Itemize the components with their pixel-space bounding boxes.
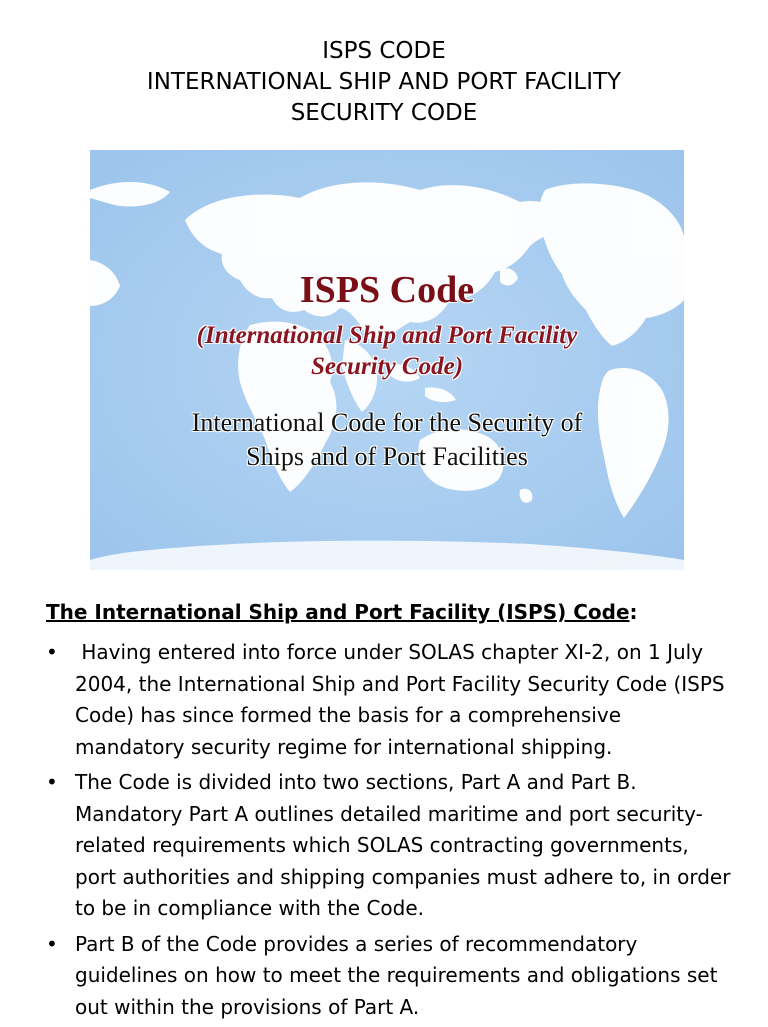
title-line-3: SECURITY CODE [290, 100, 478, 126]
page-title [0, 36, 768, 129]
bullet-text: Part B of the Code provides a series of recommendatory guidelines on how to meet the requirements and obligations set out within the provisions of Part A. [75, 931, 718, 1019]
bullet-item [46, 767, 736, 925]
isps-banner-image [90, 150, 684, 570]
bullet-item [46, 637, 736, 763]
banner-subtitle [90, 320, 684, 382]
section-heading [46, 600, 638, 624]
bullet-text: Having entered into force under SOLAS chapter XI-2, on 1 July 2004, the International Ship and Port Facility Security Code (ISPS Code) has since formed the basis for a comprehensive mandatory security regime for international shipping. [75, 640, 731, 759]
banner-description-line-2: Ships and of Port Facilities [246, 442, 528, 471]
banner-title: ISPS Code [299, 269, 475, 311]
title-line-1: ISPS CODE [322, 38, 446, 64]
section-heading-colon: : [629, 600, 638, 624]
banner-description-line-1: International Code for the Security of [191, 408, 583, 437]
section-heading-text: The International Ship and Port Facility (ISPS) Code [46, 600, 630, 624]
bullet-marker: • [46, 931, 58, 956]
banner-subtitle-line-2: Security Code) [310, 353, 464, 380]
banner-subtitle-line-1: (International Ship and Port Facility [196, 322, 578, 349]
bullet-marker: • [46, 640, 58, 664]
bullet-text: The Code is divided into two sections, Part A and Part B. Mandatory Part A outlines detailed maritime and port security-related requirements which SOLAS contracting governments, port authorities and shipping companies must adhere to, in order to be in compliance with the Code. [75, 770, 731, 920]
banner-description [90, 406, 684, 474]
bullet-marker: • [46, 770, 58, 794]
bullet-list [46, 637, 736, 1027]
title-line-2: INTERNATIONAL SHIP AND PORT FACILITY [146, 69, 622, 95]
bullet-item [46, 929, 736, 1024]
